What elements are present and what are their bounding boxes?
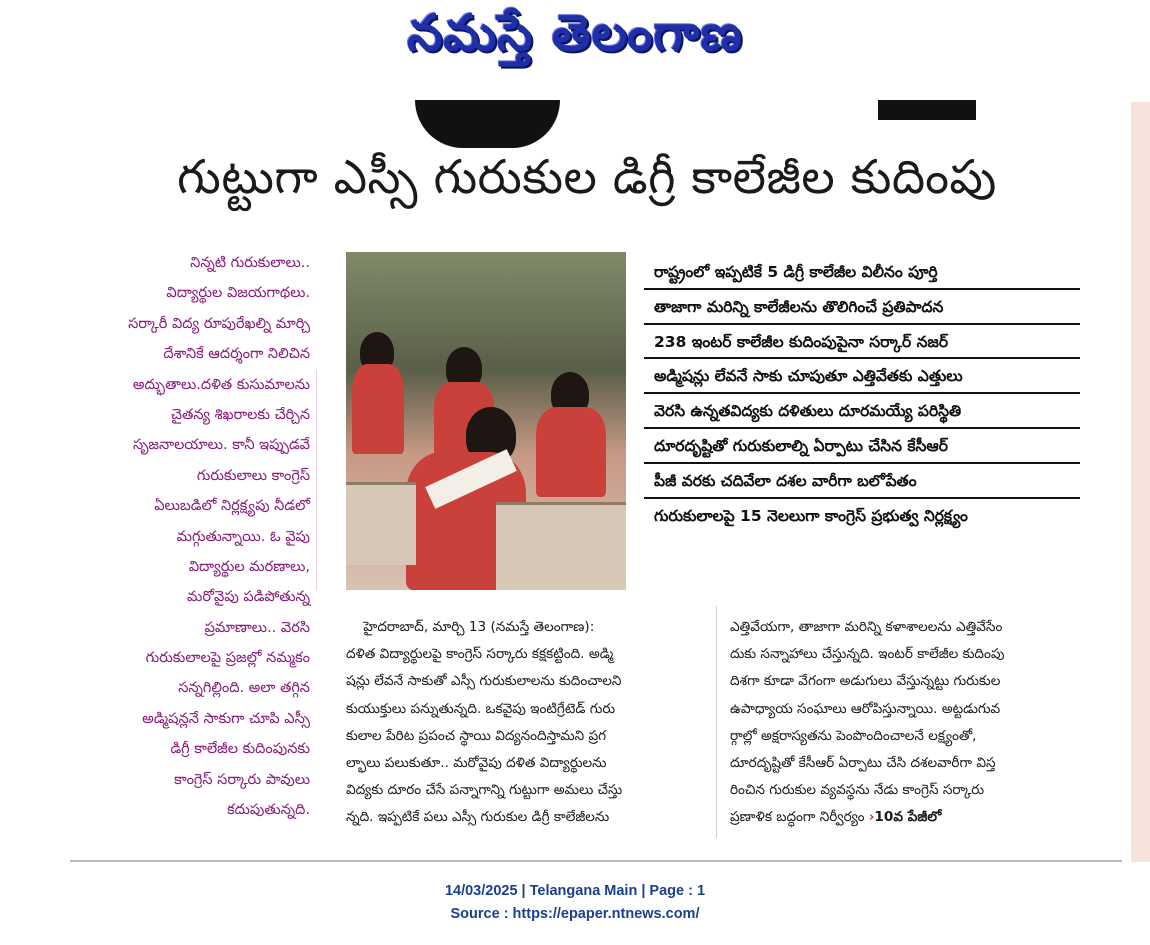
body-line: కుయుక్తులు పన్నుతున్నది. ఒకవైపు ఇంటిగ్రేటెడ్ గురు <box>346 700 616 717</box>
sidebar-line: విద్యార్థుల విజయగాథలు. <box>166 285 310 302</box>
decorative-shape <box>415 100 560 148</box>
highlight-item: 238 ఇంటర్ కాలేజీల కుదింపుపైనా సర్కార్ నజర్ <box>644 325 1080 360</box>
body-line: ల్భాలు పలుకుతూ.. మరోవైపు దళిత విద్యార్థులను <box>346 754 607 771</box>
sidebar-line: ఏలుబడిలో నిర్లక్ష్యపు నీడలో <box>154 498 310 515</box>
sidebar-line: మగ్గుతున్నాయి. ఓ వైపు <box>176 528 310 545</box>
body-column-1 <box>346 614 712 832</box>
continued-page-link[interactable]: 10వ పేజీలో <box>874 809 942 826</box>
sidebar-line: నిన్నటి గురుకులాలు.. <box>190 255 310 271</box>
highlight-item: రాష్ట్రంలో ఇప్పటికే 5 డిగ్రీ కాలేజీల విలీనం పూర్తి <box>644 255 1080 290</box>
sidebar-divider <box>316 370 317 590</box>
sidebar-line: దేశానికే ఆదర్శంగా నిలిచిన <box>163 346 310 363</box>
continued-arrow-icon: › <box>868 809 875 826</box>
sidebar-line: విద్యార్థుల మరణాలు, <box>188 558 310 575</box>
highlight-item: గురుకులాలపై 15 నెలలుగా కాంగ్రెస్ ప్రభుత్వ నిర్లక్ష్యం <box>654 506 968 525</box>
sidebar-line: గురుకులాలు కాంగ్రెస్ <box>196 467 310 484</box>
sidebar-line: డిగ్రీ కాలేజీల కుదింపునకు <box>170 741 310 758</box>
sidebar-line: సర్కారీ విద్య రూపురేఖల్ని మార్చి <box>128 315 310 332</box>
desk <box>496 502 626 590</box>
body-line: ఎత్తివేయగా, తాజాగా మరిన్ని కళాశాలలను ఎత్తివేసేం <box>730 619 1003 635</box>
decorative-shape <box>878 100 976 120</box>
desk <box>346 482 416 565</box>
headline: గుట్టుగా ఎస్సీ గురుకుల డిగ్రీ కాలేజీల కుదింపు <box>177 150 997 205</box>
classroom-photo <box>346 252 626 590</box>
sidebar-line: గురుకులాలపై ప్రజల్లో నమ్మకం <box>145 650 310 667</box>
highlight-item: పీజీ వరకు చదివేలా దశల వారీగా బలోపేతం <box>644 464 1080 499</box>
body-line: రించిన గురుకుల వ్యవస్థను నేడు కాంగ్రెస్ సర్కారు <box>730 782 985 799</box>
column-divider <box>716 606 717 838</box>
body-line: న్నది. ఇప్పటికే పలు ఎస్సీ గురుకుల డిగ్రీ కాలేజీలను <box>346 809 610 826</box>
body-column-2 <box>730 614 1096 832</box>
bottom-divider <box>70 860 1122 862</box>
footer-source: Source : https://epaper.ntnews.com/ <box>450 906 700 922</box>
student-figure <box>536 407 606 497</box>
masthead-logo: నమస్తే తెలంగాణ <box>407 4 743 62</box>
body-line: దిశగా కూడా వేగంగా అడుగులు వేస్తున్నట్టు గురుకుల <box>730 673 1001 690</box>
sidebar-line: అడ్మిషన్లనే సాకుగా చూపి ఎస్సీ <box>142 710 310 727</box>
body-line: ఉపాధ్యాయ సంఘాలు ఆరోపిస్తున్నాయి. అట్టడుగువ <box>730 700 1001 717</box>
highlight-item: అడ్మిషన్లు లేవనే సాకు చూపుతూ ఎత్తివేతకు ఎత్తులు <box>644 359 1080 394</box>
body-line: ర్గాల్లో అక్షరాస్యతను పెంపొందించాలనే లక్ష్యంతో, <box>730 727 977 744</box>
body-line: కులాల పేరిట ప్రపంచ స్థాయి విద్యనందిస్తామని ప్రగ <box>346 727 607 744</box>
body-line: దళిత విద్యార్థులపై కాంగ్రెస్ సర్కారు కక్షకట్టింది. అడ్మి <box>346 646 614 663</box>
sidebar-line: సృజనాలయాలు. కానీ ఇప్పుడవే <box>133 437 310 454</box>
body-line: దుకు సన్నాహాలు చేస్తున్నది. ఇంటర్ కాలేజీల కుదింపు <box>730 646 1005 663</box>
highlights-box <box>644 255 1080 533</box>
body-line: దూరదృష్టితో కేసీఆర్ ఏర్పాటు చేసి దశలవారీగా విస్త <box>730 754 996 771</box>
sidebar-line: అద్భుతాలు.దళిత కుసుమాలను <box>132 376 310 393</box>
highlight-item: వెరసి ఉన్నతవిద్యకు దళితులు దూరమయ్యే పరిస్థితి <box>644 394 1080 429</box>
body-line: విద్యకు దూరం చేసే పన్నాగాన్ని గుట్టుగా అమలు చేస్తు <box>346 782 623 799</box>
footer-date-page: 14/03/2025 | Telangana Main | Page : 1 <box>444 883 706 899</box>
highlight-item: దూరదృష్టితో గురుకులాల్ని ఏర్పాటు చేసిన కేసీఆర్ <box>644 429 1080 464</box>
sidebar-line: కదుపుతున్నది. <box>227 802 310 819</box>
intro-sidebar <box>62 248 310 825</box>
body-line: హైదరాబాద్, మార్చి 13 (నమస్తే తెలంగాణ): <box>346 619 595 635</box>
body-line: షన్లు లేవనే సాకుతో ఎస్సీ గురుకులాలను కుదించాలని <box>346 673 622 690</box>
sidebar-line: కాంగ్రెస్ సర్కారు పావులు <box>174 771 310 788</box>
highlight-item: తాజాగా మరిన్ని కాలేజీలను తొలిగించే ప్రతిపాదన <box>644 290 1080 325</box>
sidebar-line: ప్రమాణాలు.. వెరసి <box>204 619 310 636</box>
sidebar-line: మరోవైపు పడిపోతున్న <box>187 589 310 606</box>
sidebar-line: సన్నగిల్లింది. అలా తగ్గిన <box>178 680 310 697</box>
sidebar-line: చైతన్య శిఖరాలకు చేర్చిన <box>171 406 310 423</box>
margin-strip <box>1131 102 1150 862</box>
body-text: ప్రణాళిక బద్ధంగా నిర్వీర్యం <box>730 809 865 826</box>
student-figure <box>352 364 404 454</box>
body-line-last <box>730 804 1096 831</box>
